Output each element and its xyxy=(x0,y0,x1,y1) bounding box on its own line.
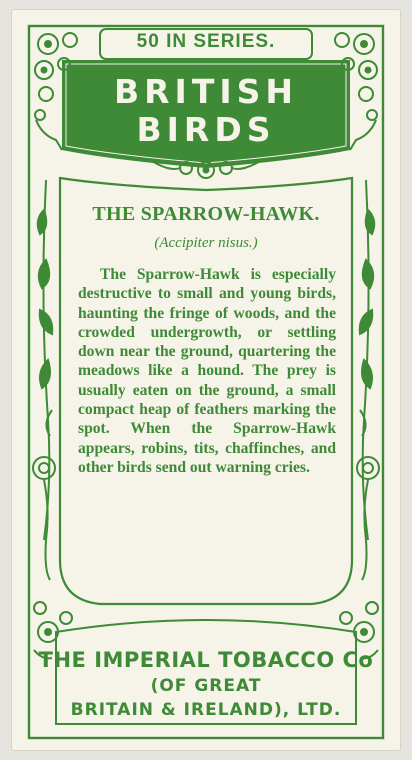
bird-title: THE SPARROW-HAWK. xyxy=(92,203,320,225)
latin-name: (Accipiter nisus.) xyxy=(154,235,258,251)
series-label: 50 IN SERIES. xyxy=(136,31,276,52)
banner-title-birds: BIRDS xyxy=(136,110,276,149)
banner-title-british: BRITISH xyxy=(113,72,298,111)
description-text: The Sparrow-Hawk is especially destructive to small and young birds, haunting the fringe of woods, and the crowded undergrowth, or settling down near the ground, quartering the meadows like a hound. The prey is usually eaten on the ground, a small compact heap of feathers marking the spot. When the Sparrow-Hawk appears, robins, tits, chaffinches, and other birds send out warning cries. xyxy=(78,266,336,476)
maker-line-3: BRITAIN & IRELAND), LTD. xyxy=(70,700,342,720)
maker-line-2: (OF GREAT xyxy=(150,676,262,696)
vine-left-icon xyxy=(33,180,55,580)
maker-line-1: THE IMPERIAL TOBACCO Co xyxy=(38,648,374,672)
vine-right-icon xyxy=(357,180,379,580)
